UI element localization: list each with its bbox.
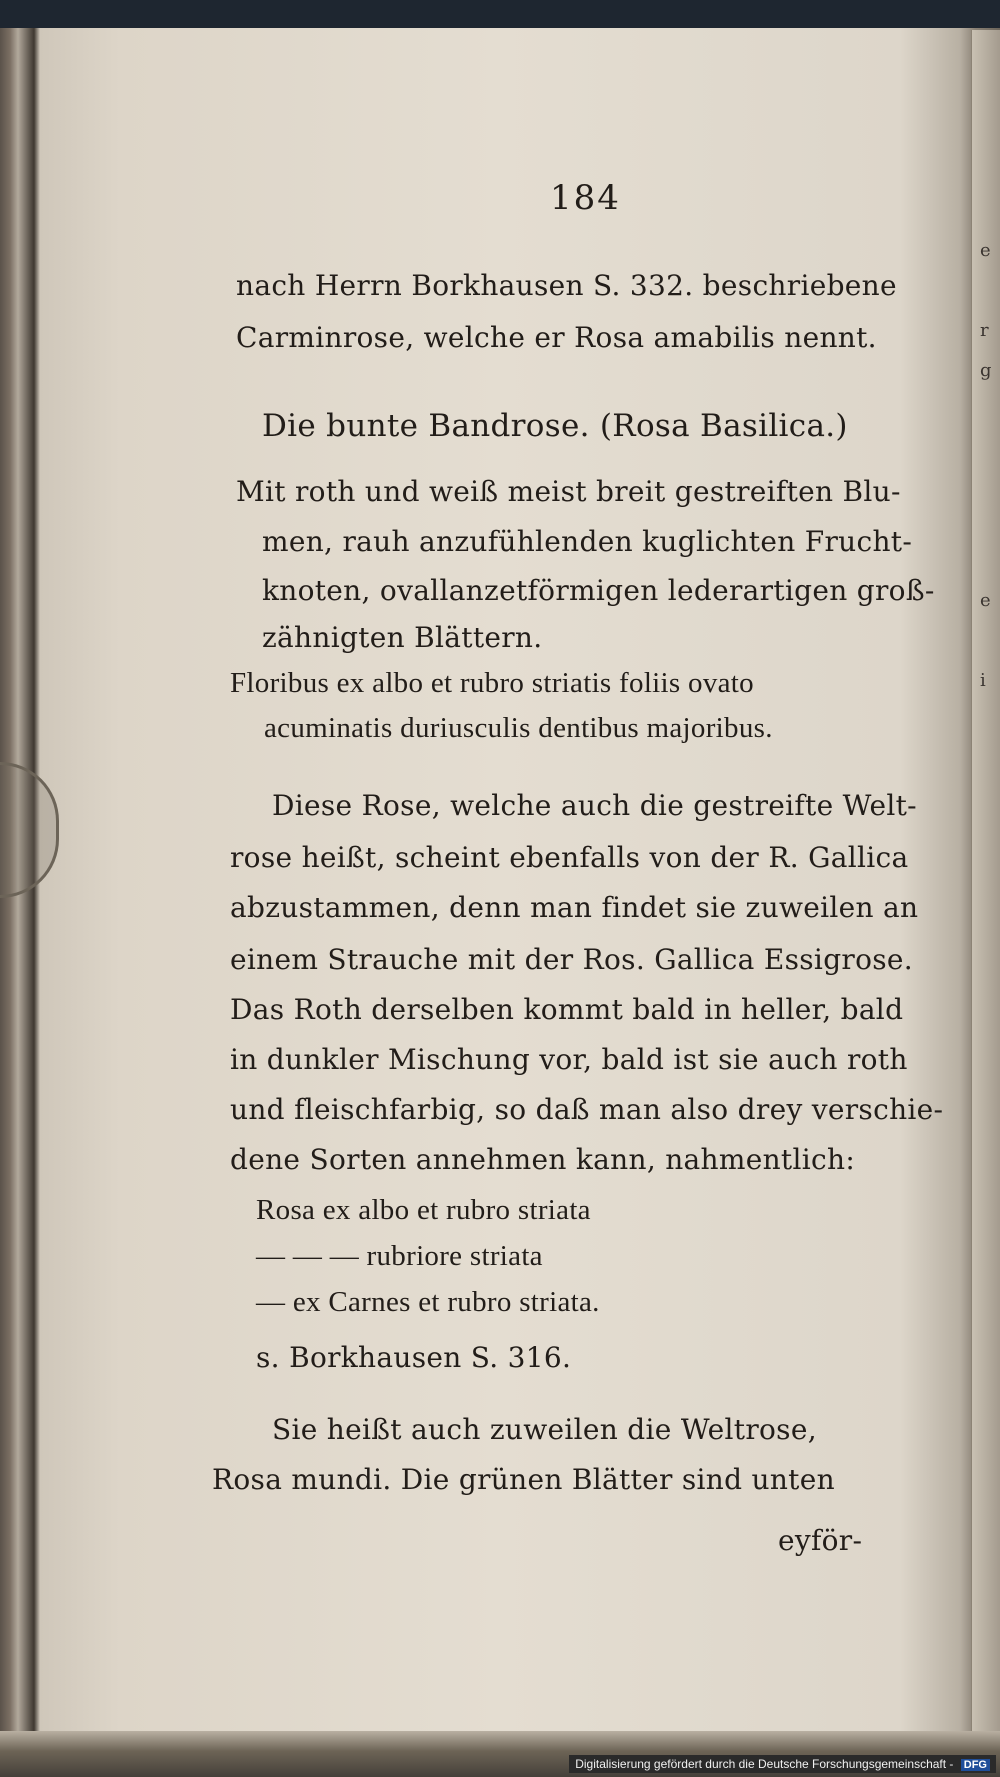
text-line: Mit roth und weiß meist breit gestreiften Blu- [236,475,901,508]
text-line: dene Sorten annehmen kann, nahmentlich: [230,1143,856,1176]
latin-line: — ex Carnes et rubro striata. [256,1286,600,1318]
book-page [40,28,970,1728]
text-line: zähnigten Blättern. [262,621,543,654]
edge-glyph: e [980,240,991,261]
section-heading: Die bunte Bandrose. (Rosa Basilica.) [262,408,848,444]
dfg-logo: DFG [961,1759,990,1771]
latin-line: Rosa ex albo et rubro striata [256,1194,591,1226]
page-number: 184 [550,178,621,218]
edge-glyph: r [980,320,989,341]
edge-glyph: i [980,670,986,691]
edge-glyph: e [980,590,991,611]
digitization-credit [569,1755,996,1773]
latin-line: acuminatis duriusculis dentibus majoribus. [264,712,773,744]
latin-line: — — — rubriore striata [256,1240,543,1272]
text-line: men, rauh anzufühlenden kuglichten Frucht- [262,525,913,558]
scan-top-border [0,0,1000,28]
latin-line: Floribus ex albo et rubro striatis foliis ovato [230,667,754,699]
text-line: nach Herrn Borkhausen S. 332. beschriebene [236,269,897,302]
reference-line: s. Borkhausen S. 316. [256,1341,572,1374]
text-line: Rosa mundi. Die grünen Blätter sind unten [212,1463,835,1496]
next-page-edge [971,30,1000,1745]
text-line: einem Strauche mit der Ros. Gallica Essigrose. [230,943,913,976]
text-line: in dunkler Mischung vor, bald ist sie auch roth [230,1043,908,1076]
credit-text: Digitalisierung gefördert durch die Deutsche Forschungsgemeinschaft - [575,1757,954,1771]
text-line: Carminrose, welche er Rosa amabilis nennt. [236,321,877,354]
text-line: Das Roth derselben kommt bald in heller, bald [230,993,904,1026]
catchword: eyför- [778,1524,863,1557]
text-line: abzustammen, denn man findet sie zuweilen an [230,891,919,924]
text-line: rose heißt, scheint ebenfalls von der R. Gallica [230,841,909,874]
text-line: knoten, ovallanzetförmigen lederartigen groß- [262,574,935,607]
text-line: und fleischfarbig, so daß man also drey verschie- [230,1093,944,1126]
edge-glyph: g [980,360,992,381]
text-line: Diese Rose, welche auch die gestreifte Welt- [272,789,917,822]
text-line: Sie heißt auch zuweilen die Weltrose, [272,1413,817,1446]
